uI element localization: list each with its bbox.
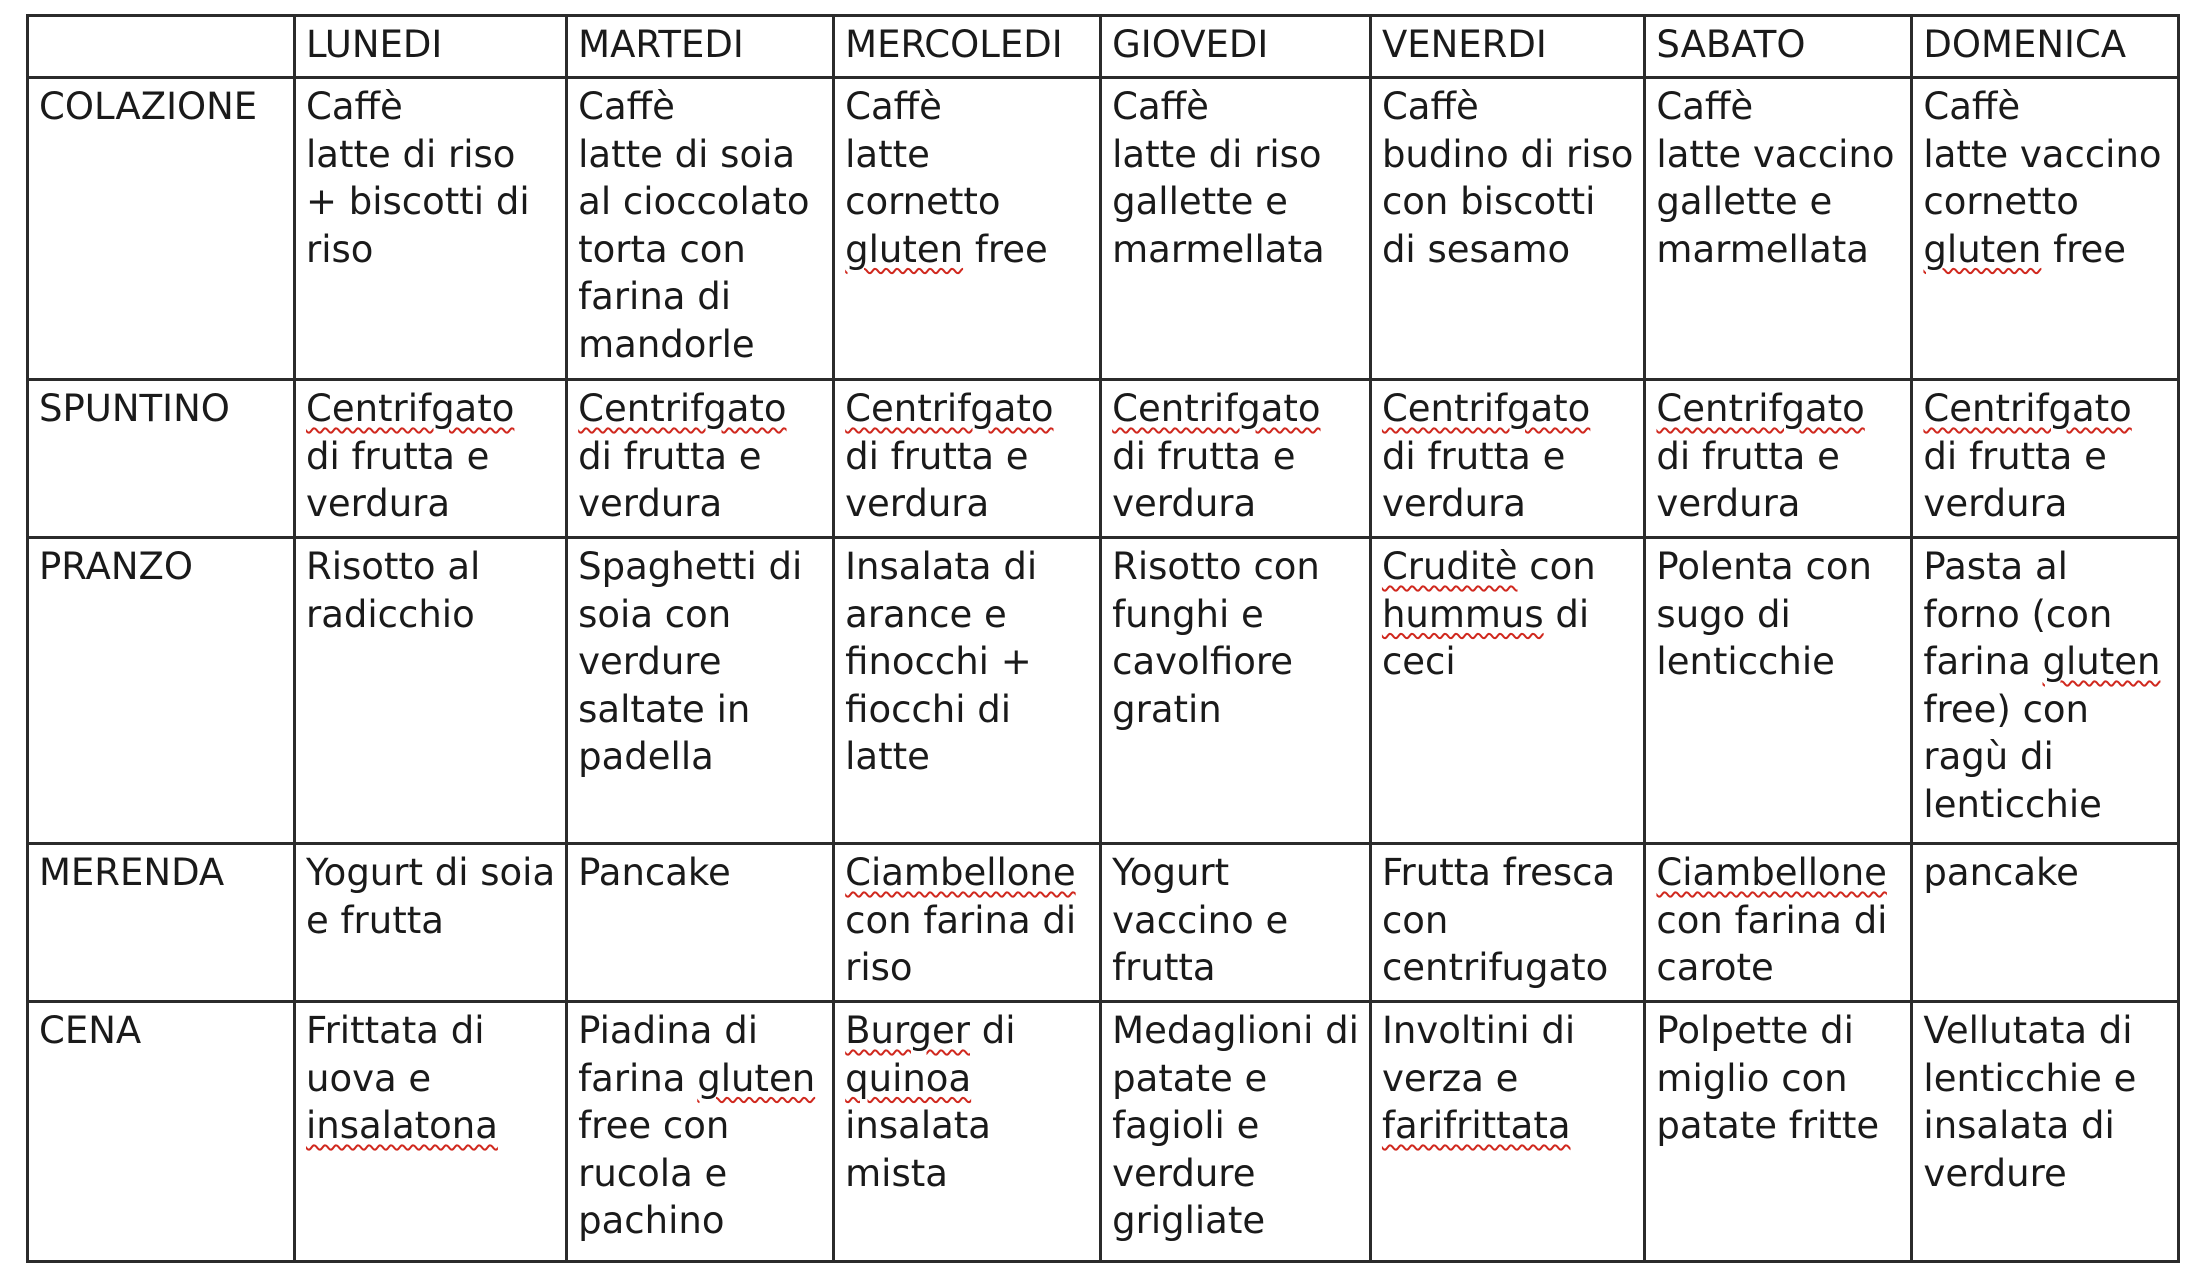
spellcheck-underline: Cruditè [1381, 545, 1518, 588]
meal-cell-line: miglio con [1656, 1056, 1848, 1100]
meal-row-spuntino [28, 380, 2179, 538]
meal-cell-line: verza e [1381, 1056, 1519, 1100]
meal-cell-line [578, 385, 822, 433]
meal-cell-line: gluten free [1923, 227, 2127, 271]
meal-cell-line: Caffè [1656, 85, 1754, 128]
meal-cell-line [845, 385, 1089, 433]
meal-cell [1645, 538, 1912, 844]
day-header: MERCOLEDI [834, 16, 1101, 78]
meal-cell-line: mandorle [578, 322, 755, 366]
meal-cell [1370, 78, 1644, 380]
meal-cell-line: rucola e [578, 1151, 728, 1195]
meal-cell [1645, 1002, 1912, 1262]
meal-cell-line: lenticchie e [1923, 1056, 2137, 1100]
meal-cell-line: free con [578, 1104, 730, 1147]
meal-cell-line: Cruditè con [1381, 545, 1596, 588]
meal-cell-line: Piadina di [578, 1009, 759, 1052]
meal-cell-line: lenticchie [1656, 640, 1835, 683]
meal-label: COLAZIONE [28, 78, 295, 380]
meal-cell [1370, 380, 1644, 538]
meal-cell-line: grigliate [1112, 1199, 1266, 1242]
meal-cell [1645, 78, 1912, 380]
meal-cell-line: free) con [1923, 687, 2090, 731]
meal-cell-line: cornetto [1923, 180, 2079, 223]
meal-cell-line: di frutta e [1112, 434, 1296, 478]
meal-cell-line: di frutta e [578, 434, 762, 478]
spellcheck-underline: Centrifgato [1923, 387, 2132, 430]
spellcheck-underline: Centrifgato [1112, 387, 1321, 430]
meal-label: CENA [28, 1002, 295, 1262]
meal-cell-line: soia con [578, 592, 732, 636]
corner-cell [28, 16, 295, 78]
meal-cell-line: Caffè [578, 85, 675, 128]
meal-cell [295, 380, 567, 538]
spellcheck-underline: gluten [845, 227, 964, 271]
meal-cell-line: verdura [306, 482, 451, 525]
meal-cell-line: Caffè [1112, 85, 1209, 128]
meal-label: MERENDA [28, 844, 295, 1002]
meal-cell [1645, 380, 1912, 538]
meal-cell-line [1656, 849, 1900, 897]
meal-cell-line: padella [578, 735, 714, 778]
meal-cell-line: fiocchi di [845, 687, 1012, 731]
meal-cell [295, 1002, 567, 1262]
meal-cell-line [845, 1055, 1089, 1103]
meal-cell [834, 1002, 1101, 1262]
meal-cell [1912, 380, 2179, 538]
meal-cell-line: riso [306, 227, 374, 271]
meal-cell-line: verdura [1656, 482, 1801, 525]
meal-cell-line: con farina di [845, 898, 1077, 942]
meal-cell-line: gallette e [1112, 180, 1288, 223]
meal-cell [1912, 1002, 2179, 1262]
meal-cell-line: verdura [845, 482, 990, 525]
meal-cell-line: di frutta e [1381, 434, 1566, 478]
weekly-meal-plan-table [26, 14, 2180, 1263]
meal-cell [295, 538, 567, 844]
meal-cell-line: Spaghetti di [578, 545, 803, 588]
meal-cell-line: latte vaccino [1656, 132, 1895, 176]
day-header: SABATO [1645, 16, 1912, 78]
meal-cell-line: marmellata [1112, 227, 1325, 271]
meal-cell-line: Yogurt [1112, 851, 1230, 894]
meal-cell-line: Polpette di [1656, 1009, 1854, 1052]
meal-cell-line: al cioccolato [578, 180, 810, 223]
meal-cell-line: Pasta al [1923, 545, 2068, 588]
meal-cell-line: verdura [1381, 482, 1526, 525]
spellcheck-underline: quinoa [845, 1056, 972, 1100]
meal-cell-line: budino di riso [1381, 132, 1634, 176]
meal-cell-line: cavolfiore [1112, 640, 1294, 683]
meal-cell-line: e frutta [306, 898, 444, 942]
meal-row-cena [28, 1002, 2179, 1262]
meal-cell-line [1382, 1102, 1633, 1150]
meal-cell-line: arance e [845, 592, 1007, 636]
meal-cell-line: di frutta e [845, 434, 1029, 478]
spellcheck-underline: Burger [845, 1009, 970, 1052]
meal-cell [295, 844, 567, 1002]
meal-cell-line [306, 1102, 555, 1150]
spellcheck-underline: Centrifgato [1381, 387, 1591, 430]
meal-cell [567, 844, 834, 1002]
meal-cell-line: radicchio [306, 592, 475, 636]
meal-cell-line: torta con [578, 227, 746, 271]
meal-cell-line [1382, 385, 1633, 433]
meal-cell-line: riso [845, 946, 913, 989]
meal-cell-line: Frittata di [306, 1009, 485, 1052]
meal-cell-line: Caffè [306, 85, 403, 128]
meal-cell-line: con biscotti [1381, 180, 1596, 223]
spellcheck-underline: Centrifgato [578, 387, 787, 430]
meal-row-pranzo [28, 538, 2179, 844]
meal-cell-line: pancake [1923, 851, 2079, 894]
meal-cell-line: verdura [578, 482, 723, 525]
meal-cell-line: Risotto al [306, 545, 481, 588]
meal-cell-line [1112, 385, 1359, 433]
meal-cell-line: Caffè [845, 85, 942, 128]
meal-cell [295, 78, 567, 380]
meal-cell-line: verdura [1112, 482, 1257, 525]
spellcheck-underline: Ciambellone [845, 851, 1076, 894]
meal-cell-line: gallette e [1656, 180, 1833, 223]
meal-cell-line [1923, 385, 2167, 433]
meal-cell-line: latte [845, 735, 930, 778]
meal-cell-line: lenticchie [1923, 782, 2102, 826]
meal-cell-line: carote [1656, 946, 1774, 989]
meal-cell [1101, 538, 1371, 844]
meal-cell-line: latte di riso [1112, 132, 1322, 176]
meal-cell-line: insalata [845, 1104, 991, 1147]
day-header: VENERDI [1370, 16, 1644, 78]
spellcheck-underline: gluten [1923, 227, 2042, 271]
meal-cell-line: Yogurt di soia [306, 851, 556, 894]
day-header: LUNEDI [295, 16, 567, 78]
meal-cell-line [845, 849, 1089, 897]
meal-cell-line: fagioli e [1112, 1104, 1260, 1147]
meal-cell [567, 1002, 834, 1262]
meal-cell [1645, 844, 1912, 1002]
spellcheck-underline: Ciambellone [1656, 851, 1887, 894]
meal-cell-line: ceci [1381, 640, 1456, 683]
meal-cell-line: gluten free [845, 227, 1048, 271]
meal-cell-line: Caffè [1923, 85, 2021, 128]
meal-cell-line: frutta [1112, 946, 1216, 989]
meal-cell-line: latte di soia [578, 132, 796, 176]
meal-cell-line: con farina di [1656, 898, 1888, 942]
meal-cell [1370, 844, 1644, 1002]
meal-cell-line: di frutta e [1656, 434, 1840, 478]
meal-cell-line: Insalata di [845, 545, 1038, 588]
meal-label: SPUNTINO [28, 380, 295, 538]
meal-cell-line: farina gluten [1923, 640, 2161, 683]
meal-cell [567, 78, 834, 380]
meal-cell-line: farina di [578, 275, 731, 318]
day-header: DOMENICA [1912, 16, 2179, 78]
meal-row-merenda [28, 844, 2179, 1002]
meal-cell-line: forno (con [1923, 592, 2113, 636]
meal-cell [1101, 380, 1371, 538]
meal-cell [1912, 844, 2179, 1002]
meal-cell [1370, 1002, 1644, 1262]
meal-cell-line: di sesamo [1381, 227, 1571, 271]
meal-cell-line: di frutta e [306, 434, 490, 478]
meal-cell-line: Medaglioni di [1112, 1009, 1359, 1052]
meal-cell-line: hummus di [1381, 592, 1590, 636]
spellcheck-underline: gluten [697, 1056, 816, 1100]
meal-cell-line: + biscotti di [306, 180, 530, 223]
meal-cell-line [1656, 385, 1900, 433]
spellcheck-underline: gluten [2042, 640, 2161, 683]
meal-cell-line: funghi e [1112, 592, 1264, 636]
spellcheck-underline: insalatona [306, 1104, 498, 1147]
meal-cell-line: con [1381, 898, 1449, 942]
meal-cell-line: verdure [1923, 1151, 2067, 1195]
meal-cell [1101, 844, 1371, 1002]
meal-cell-line: sugo di [1656, 592, 1791, 636]
meal-cell-line: gratin [1112, 687, 1222, 731]
header-row [28, 16, 2179, 78]
meal-cell-line: Frutta fresca [1381, 851, 1616, 894]
meal-cell-line: Vellutata di [1923, 1009, 2133, 1052]
spellcheck-underline: farifrittata [1381, 1104, 1571, 1147]
meal-cell-line: Polenta con [1656, 545, 1872, 588]
meal-cell [1912, 538, 2179, 844]
meal-cell [834, 538, 1101, 844]
meal-cell-line: patate e [1112, 1056, 1268, 1100]
meal-cell-line: Risotto con [1112, 545, 1320, 588]
meal-cell [834, 78, 1101, 380]
meal-cell [834, 844, 1101, 1002]
meal-cell-line: finocchi + [845, 640, 1032, 683]
meal-cell [834, 380, 1101, 538]
spellcheck-underline: hummus [1381, 592, 1544, 636]
meal-cell-line: Involtini di [1381, 1009, 1576, 1052]
meal-cell-line: mista [845, 1151, 948, 1195]
meal-cell [567, 380, 834, 538]
meal-cell-line: centrifugato [1381, 946, 1609, 989]
meal-cell-line: farina gluten [578, 1056, 816, 1100]
meal-cell-line: cornetto [845, 180, 1001, 223]
meal-cell-line: marmellata [1656, 227, 1869, 271]
meal-cell-line: Burger di [845, 1009, 1016, 1052]
meal-cell [1370, 538, 1644, 844]
meal-cell [1101, 1002, 1371, 1262]
spellcheck-underline: Centrifgato [845, 387, 1054, 430]
meal-cell-line: verdure [1112, 1151, 1256, 1195]
meal-cell-line: latte di riso [306, 132, 516, 176]
meal-cell-line: patate fritte [1656, 1104, 1880, 1147]
meal-cell-line: uova e [306, 1056, 432, 1100]
meal-cell-line: saltate in [578, 687, 751, 731]
meal-cell-line: verdura [1923, 482, 2068, 525]
meal-cell [1101, 78, 1371, 380]
meal-cell-line: verdure [578, 640, 722, 683]
meal-cell [1912, 78, 2179, 380]
meal-row-colazione [28, 78, 2179, 380]
meal-cell-line: latte [845, 132, 930, 176]
meal-cell-line: Caffè [1381, 85, 1479, 128]
meal-cell-line: vaccino e [1112, 898, 1289, 942]
meal-cell-line: latte vaccino [1923, 132, 2162, 176]
day-header: GIOVEDI [1101, 16, 1371, 78]
spellcheck-underline: Centrifgato [1656, 387, 1865, 430]
day-header: MARTEDI [567, 16, 834, 78]
meal-cell-line: pachino [578, 1199, 725, 1242]
meal-label: PRANZO [28, 538, 295, 844]
meal-cell [567, 538, 834, 844]
meal-cell-line: ragù di [1923, 735, 2054, 778]
meal-cell-line: di frutta e [1923, 434, 2107, 478]
meal-cell-line: Pancake [578, 851, 731, 894]
meal-cell-line: insalata di [1923, 1104, 2115, 1147]
spellcheck-underline: Centrifgato [306, 387, 515, 430]
meal-cell-line [306, 385, 555, 433]
